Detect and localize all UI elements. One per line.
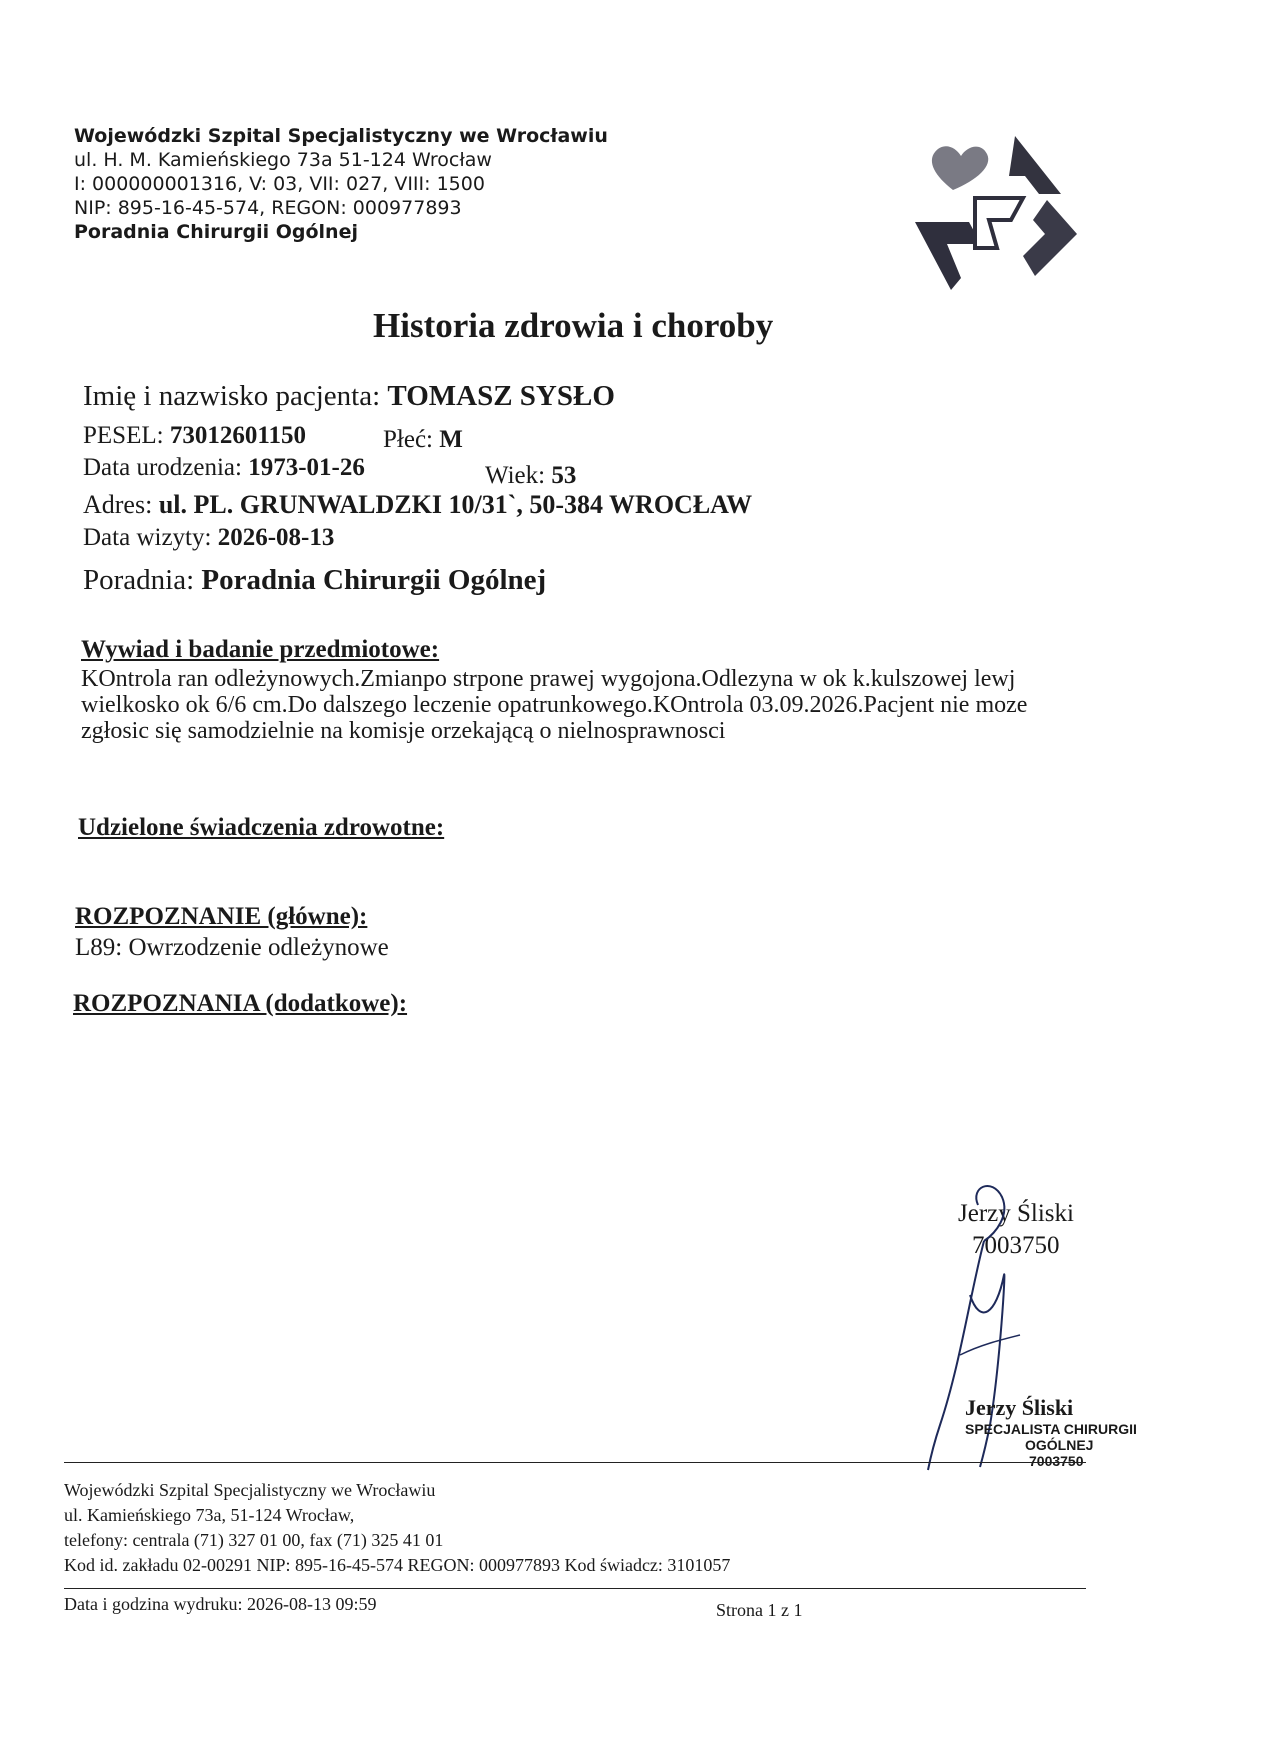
sex-label: Płeć: (383, 426, 433, 453)
interview-text: KOntrola ran odleżynowych.Zmianpo strpone prawej wygojona.Odlezyna w ok k.kulszowej lewj wielkosko ok 6/6 cm.Do dalszego leczenie opatrunkowego.KOntrola 03.09.2026.Pacjent nie moze zgłosic się samodzielnie na komisje orzekającą o nielnosprawnosci (81, 666, 1028, 744)
diagnosis-main: L89: Owrzodzenie odleżynowe (75, 934, 389, 961)
pesel-row (83, 422, 306, 450)
hospital-cross-heart-logo (905, 128, 1085, 298)
dob-value: 1973-01-26 (248, 454, 365, 481)
hospital-codes: I: 000000001316, V: 03, VII: 027, VIII: 1500 (74, 173, 485, 195)
dob-label: Data urodzenia: (83, 454, 242, 481)
sex-value: M (439, 426, 463, 453)
footer-line-2: ul. Kamieńskiego 73a, 51-124 Wrocław, (64, 1505, 355, 1525)
department-name: Poradnia Chirurgii Ogólnej (74, 221, 358, 243)
patient-name: TOMASZ SYSŁO (387, 380, 615, 412)
patient-name-row (83, 380, 615, 413)
footer-line-4: Kod id. zakładu 02-00291 NIP: 895-16-45-574 REGON: 000977893 Kod świadcz: 3101057 (64, 1555, 731, 1575)
pesel-label: PESEL: (83, 422, 164, 449)
dob-row (83, 454, 365, 482)
visit-row (83, 524, 334, 552)
visit-label: Data wizyty: (83, 524, 212, 551)
doctor-stamp (965, 1395, 1137, 1469)
patient-name-label: Imię i nazwisko pacjenta: (83, 380, 381, 412)
age-value: 53 (551, 462, 577, 489)
sex-row (383, 426, 463, 454)
footer-top-rule (64, 1462, 1086, 1463)
hospital-header (74, 124, 608, 244)
stamp-name: Jerzy Śliski (965, 1395, 1074, 1420)
footer-bottom-rule (64, 1588, 1086, 1589)
pesel-value: 73012601150 (169, 422, 306, 449)
print-date: Data i godzina wydruku: 2026-08-13 09:59 (64, 1594, 377, 1614)
stamp-title-1: SPECJALISTA CHIRURGII (965, 1421, 1137, 1437)
footer-line-1: Wojewódzki Szpital Specjalistyczny we Wrocławiu (64, 1480, 436, 1500)
diagnosis-extra-heading: ROZPOZNANIA (dodatkowe): (73, 990, 408, 1017)
stamp-number: 7003750 (1029, 1453, 1084, 1469)
hospital-name: Wojewódzki Szpital Specjalistyczny we Wrocławiu (74, 125, 608, 147)
signer-number: 7003750 (972, 1232, 1060, 1259)
stamp-title-2: OGÓLNEJ (1025, 1437, 1094, 1453)
address-label: Adres: (83, 490, 153, 519)
hospital-address: ul. H. M. Kamieńskiego 73a 51-124 Wrocław (74, 149, 492, 171)
footer-line-3: telefony: centrala (71) 327 01 00, fax (71) 325 41 01 (64, 1530, 444, 1550)
address-row (83, 490, 752, 520)
hospital-nip-regon: NIP: 895-16-45-574, REGON: 000977893 (74, 197, 462, 219)
footer-info (64, 1478, 730, 1578)
services-heading: Udzielone świadczenia zdrowotne: (78, 814, 445, 841)
signer-name: Jerzy Śliski (958, 1200, 1074, 1227)
clinic-row (83, 564, 546, 597)
interview-heading: Wywiad i badanie przedmiotowe: (81, 636, 440, 663)
clinic-value: Poradnia Chirurgii Ogólnej (201, 564, 547, 596)
document-title: Historia zdrowia i choroby (373, 306, 774, 345)
page-number: Strona 1 z 1 (716, 1600, 803, 1620)
age-label: Wiek: (485, 462, 546, 489)
diagnosis-main-heading: ROZPOZNANIE (główne): (75, 903, 368, 930)
age-row (485, 462, 576, 490)
address-value: ul. PL. GRUNWALDZKI 10/31`, 50-384 WROCŁAW (158, 490, 753, 519)
visit-date: 2026-08-13 (217, 524, 335, 551)
clinic-label: Poradnia: (83, 564, 195, 596)
